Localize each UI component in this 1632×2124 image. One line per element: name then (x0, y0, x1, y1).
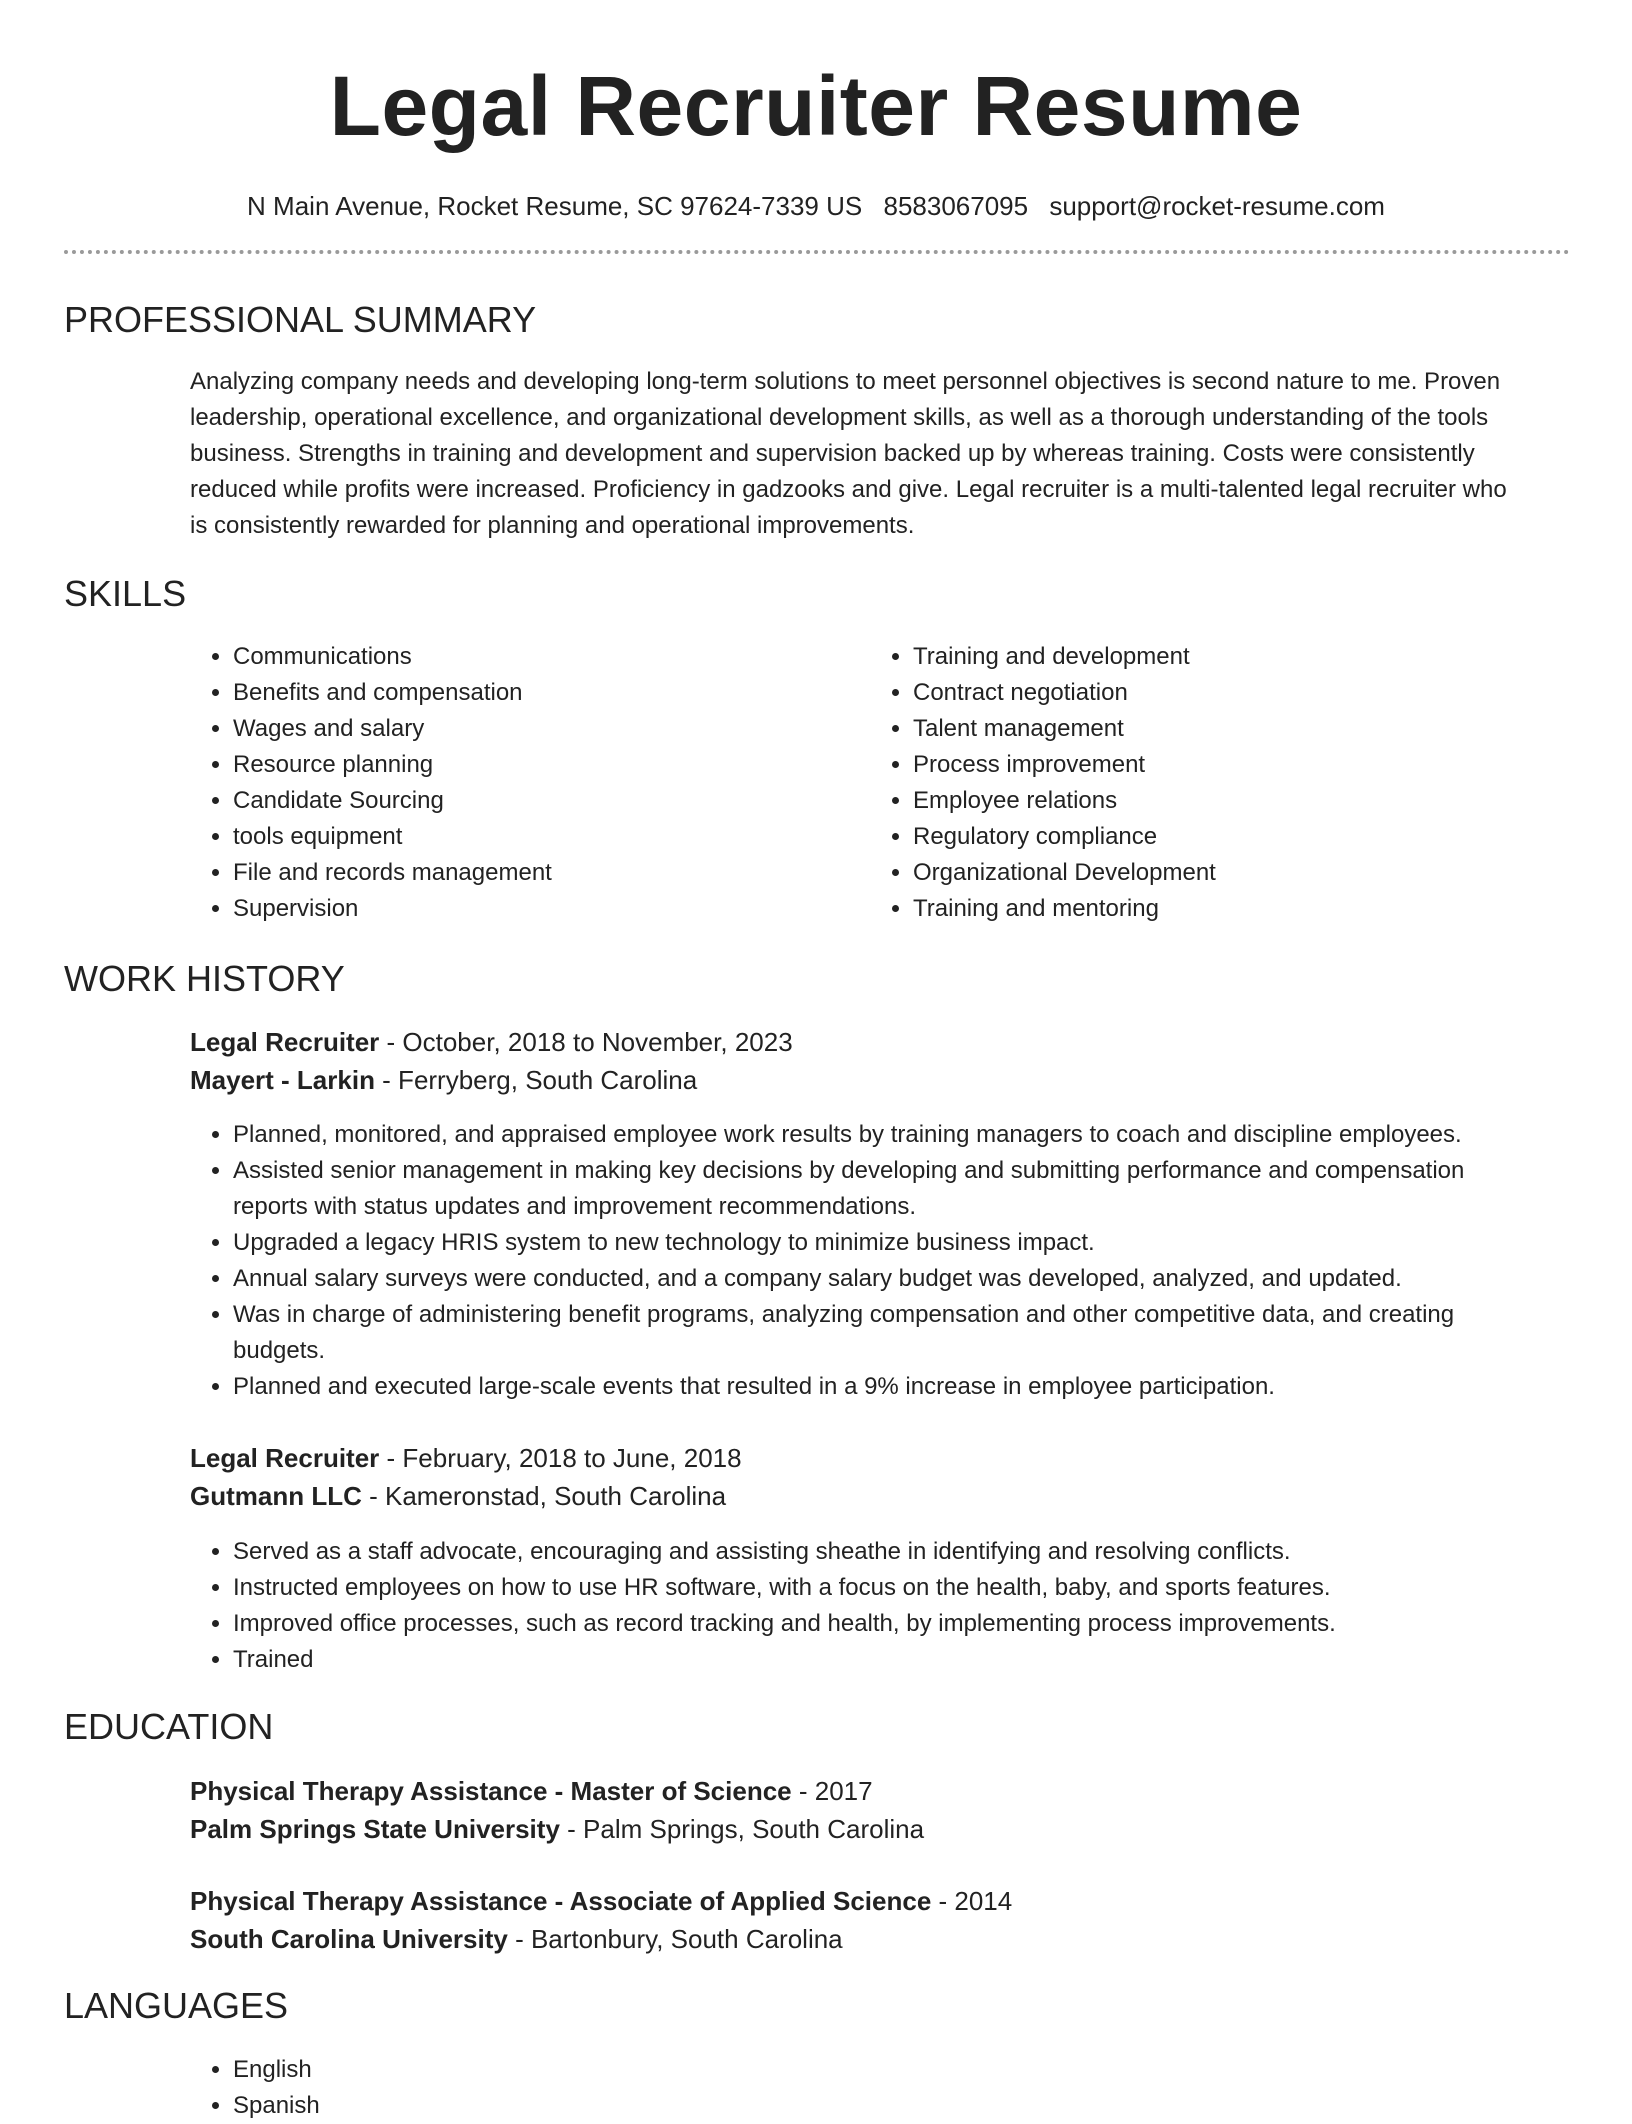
summary-line: business. Strengths in training and development and supervision backed up by whereas training. Costs were consistently (190, 440, 1475, 467)
job-bullet: • Planned and executed large-scale events that resulted in a 9% increase in employee participation. (233, 1369, 1570, 1405)
school-location: - Palm Springs, South Carolina (559, 1814, 925, 1844)
job-company: Gutmann LLC (190, 1481, 362, 1511)
job-bullet: • Annual salary surveys were conducted, and a company salary budget was developed, analyzed, and updated. (233, 1261, 1570, 1297)
school: South Carolina University (190, 1924, 508, 1954)
job-company: Mayert - Larkin (190, 1065, 375, 1095)
skill-item: • Regulatory compliance (913, 819, 1530, 855)
skill-item: • Process improvement (913, 747, 1530, 783)
summary-heading: PROFESSIONAL SUMMARY (64, 299, 537, 340)
skill-item: • Resource planning (233, 747, 850, 783)
skills-column-left (190, 639, 850, 927)
resume-title: Legal Recruiter Resume (329, 59, 1303, 153)
job-dates: - October, 2018 to November, 2023 (379, 1027, 793, 1057)
school-location: - Bartonbury, South Carolina (507, 1924, 843, 1954)
job-entry (190, 1439, 1570, 1515)
skill-item: • Employee relations (913, 783, 1530, 819)
summary-line: reduced while profits were increased. Proficiency in gadzooks and give. Legal recruiter is a multi-talented legal recruiter who (190, 476, 1507, 503)
language-item: • English (233, 2052, 1570, 2088)
job-location: - Ferryberg, South Carolina (374, 1065, 698, 1095)
contact-phone[interactable]: 8583067095 (883, 191, 1029, 221)
language-item: • Spanish (233, 2088, 1570, 2124)
skill-item: • Communications (233, 639, 850, 675)
summary-text (190, 364, 1570, 544)
skill-item: • Candidate Sourcing (233, 783, 850, 819)
summary-line: leadership, operational excellence, and organizational development skills, as well as a thorough understanding of the tools (190, 404, 1489, 431)
skill-item: • Benefits and compensation (233, 675, 850, 711)
skill-item: • tools equipment (233, 819, 850, 855)
skill-item: • Wages and salary (233, 711, 850, 747)
job-title-line (190, 1023, 1570, 1061)
work-heading: WORK HISTORY (64, 958, 345, 999)
school-line (190, 1920, 1570, 1958)
education-entry (190, 1882, 1570, 1958)
skill-item: • Supervision (233, 891, 850, 927)
contact-email[interactable]: support@rocket-resume.com (1049, 191, 1385, 221)
contact-line (0, 190, 1632, 222)
school: Palm Springs State University (190, 1814, 560, 1844)
job-location: - Kameronstad, South Carolina (361, 1481, 727, 1511)
job-entry (190, 1023, 1570, 1099)
job-title: Legal Recruiter (190, 1027, 380, 1057)
summary-line: Analyzing company needs and developing long-term solutions to meet personnel objectives is second nature to me. Proven (190, 368, 1501, 395)
job-bullet: • Was in charge of administering benefit programs, analyzing compensation and other competitive data, and creating budgets. (233, 1297, 1533, 1369)
job-company-line (190, 1061, 1570, 1099)
skills-column-right (870, 639, 1530, 927)
skill-item: • Training and mentoring (913, 891, 1530, 927)
degree: Physical Therapy Assistance - Master of Science (190, 1776, 792, 1806)
skills-list (190, 639, 1570, 939)
school-line (190, 1810, 1570, 1848)
skill-item: • Contract negotiation (913, 675, 1530, 711)
degree: Physical Therapy Assistance - Associate of Applied Science (190, 1886, 932, 1916)
languages-list (190, 2052, 1570, 2124)
job-dates: - February, 2018 to June, 2018 (379, 1443, 742, 1473)
job-bullet: • Upgraded a legacy HRIS system to new technology to minimize business impact. (233, 1225, 1570, 1261)
job-bullet: • Assisted senior management in making key decisions by developing and submitting performance and compensation reports with status updates and improvement recommendations. (233, 1153, 1533, 1225)
job-bullet: • Instructed employees on how to use HR software, with a focus on the health, baby, and sports features. (233, 1570, 1570, 1606)
job-title-line (190, 1439, 1570, 1477)
summary-line: is consistently rewarded for planning and operational improvements. (190, 512, 915, 539)
job-bullet: • Served as a staff advocate, encouraging and assisting sheathe in identifying and resolving conflicts. (233, 1534, 1570, 1570)
skill-item: • File and records management (233, 855, 850, 891)
job-company-line (190, 1477, 1570, 1515)
job-bullet: • Planned, monitored, and appraised employee work results by training managers to coach and discipline employees. (233, 1117, 1570, 1153)
contact-address: N Main Avenue, Rocket Resume, SC 97624-7339 US (247, 191, 863, 221)
education-heading: EDUCATION (64, 1706, 274, 1747)
languages-heading: LANGUAGES (64, 1985, 289, 2026)
job-bullet: • Trained (233, 1642, 1570, 1678)
degree-line (190, 1882, 1570, 1920)
degree-year: - 2014 (931, 1886, 1013, 1916)
skill-item: • Training and development (913, 639, 1530, 675)
job-bullets (190, 1117, 1570, 1405)
degree-line (190, 1772, 1570, 1810)
job-title: Legal Recruiter (190, 1443, 380, 1473)
skill-item: • Talent management (913, 711, 1530, 747)
education-entry (190, 1772, 1570, 1848)
degree-year: - 2017 (791, 1776, 873, 1806)
job-bullet: • Improved office processes, such as record tracking and health, by implementing process improvements. (233, 1606, 1570, 1642)
skills-heading: SKILLS (64, 573, 187, 614)
skill-item: • Organizational Development (913, 855, 1530, 891)
job-bullets (190, 1534, 1570, 1678)
header-divider (64, 250, 1570, 254)
